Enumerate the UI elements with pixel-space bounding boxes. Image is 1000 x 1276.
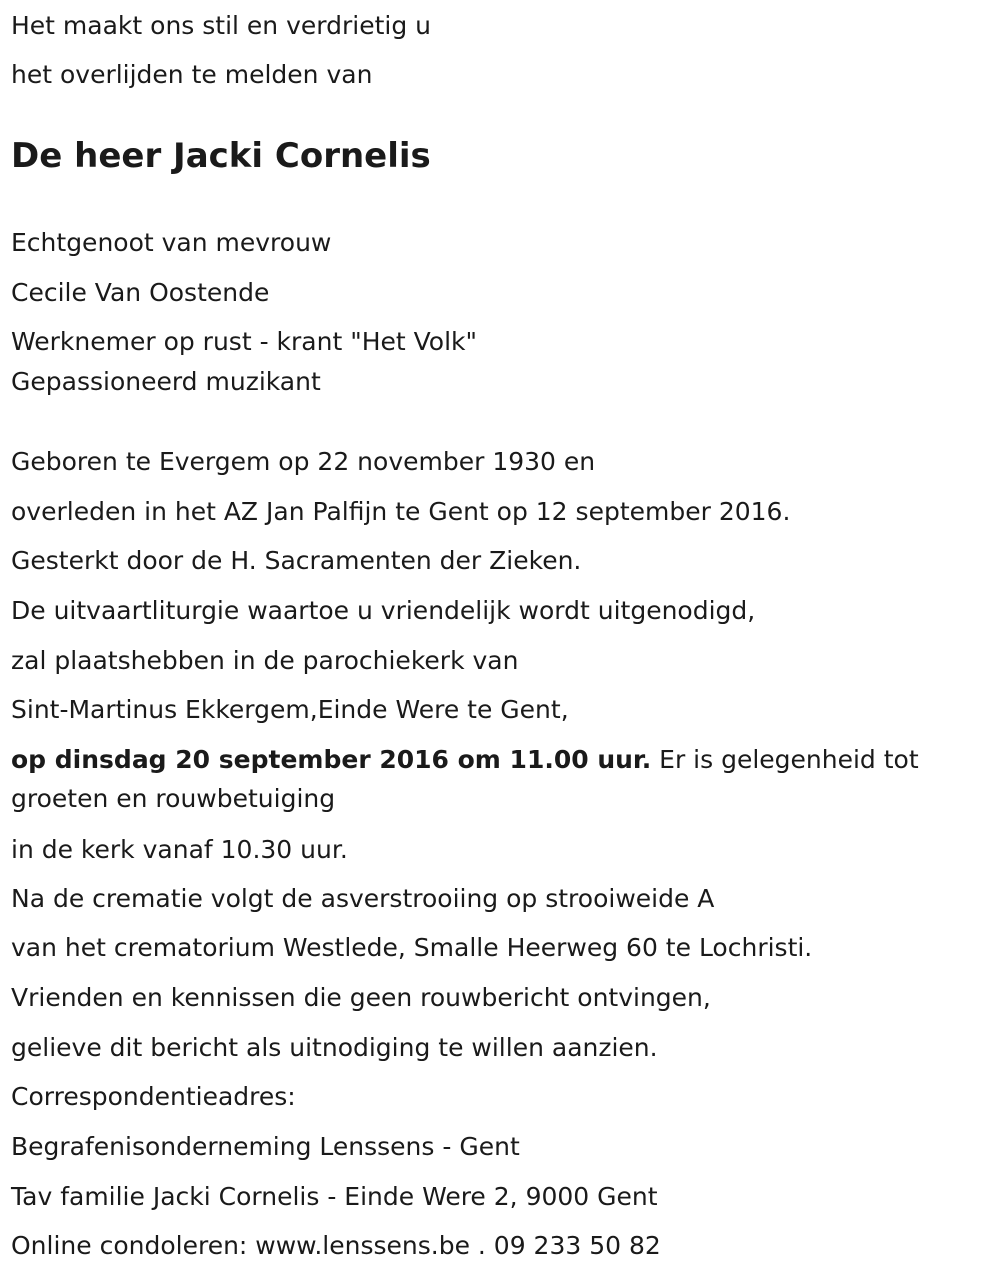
- spouse-intro: Echtgenoot van mevrouw: [11, 228, 332, 257]
- friends-line-1: Vrienden en kennissen die geen rouwbericht ontvingen,: [11, 983, 711, 1012]
- sacraments-line: Gesterkt door de H. Sacramenten der Zieken.: [11, 546, 582, 575]
- intro-line-2: het overlijden te melden van: [11, 60, 373, 89]
- birth-line: Geboren te Evergem op 22 november 1930 en: [11, 447, 596, 476]
- greeting-text: Er is gelegenheid tot groeten en rouwbetuiging: [11, 745, 919, 813]
- correspondence-label: Correspondentieadres:: [11, 1082, 296, 1111]
- church-address-line: Sint-Martinus Ekkergem,Einde Were te Gent,: [11, 695, 569, 724]
- visit-time-line: in de kerk vanaf 10.30 uur.: [11, 835, 348, 864]
- ceremony-date-paragraph: [11, 740, 971, 818]
- spouse-name: Cecile Van Oostende: [11, 278, 270, 307]
- friends-line-2: gelieve dit bericht als uitnodiging te willen aanzien.: [11, 1033, 658, 1062]
- church-line: zal plaatshebben in de parochiekerk van: [11, 646, 519, 675]
- correspondence-line-1: Begrafenisonderneming Lenssens - Gent: [11, 1132, 520, 1161]
- correspondence-line-2: Tav familie Jacki Cornelis - Einde Were 2, 9000 Gent: [11, 1182, 658, 1211]
- cremation-line-2: van het crematorium Westlede, Smalle Heerweg 60 te Lochristi.: [11, 933, 813, 962]
- online-condolence-line: Online condoleren: www.lenssens.be . 09 233 50 82: [11, 1231, 661, 1260]
- deceased-name: De heer Jacki Cornelis: [11, 136, 431, 176]
- ceremony-date: op dinsdag 20 september 2016 om 11.00 uur.: [11, 745, 652, 774]
- cremation-line-1: Na de crematie volgt de asverstrooiing op strooiweide A: [11, 884, 715, 913]
- passion: Gepassioneerd muzikant: [11, 367, 321, 396]
- invitation-line: De uitvaartliturgie waartoe u vriendelijk wordt uitgenodigd,: [11, 596, 756, 625]
- intro-line-1: Het maakt ons stil en verdrietig u: [11, 11, 431, 40]
- occupation: Werknemer op rust - krant "Het Volk": [11, 327, 478, 356]
- death-line: overleden in het AZ Jan Palfijn te Gent op 12 september 2016.: [11, 497, 791, 526]
